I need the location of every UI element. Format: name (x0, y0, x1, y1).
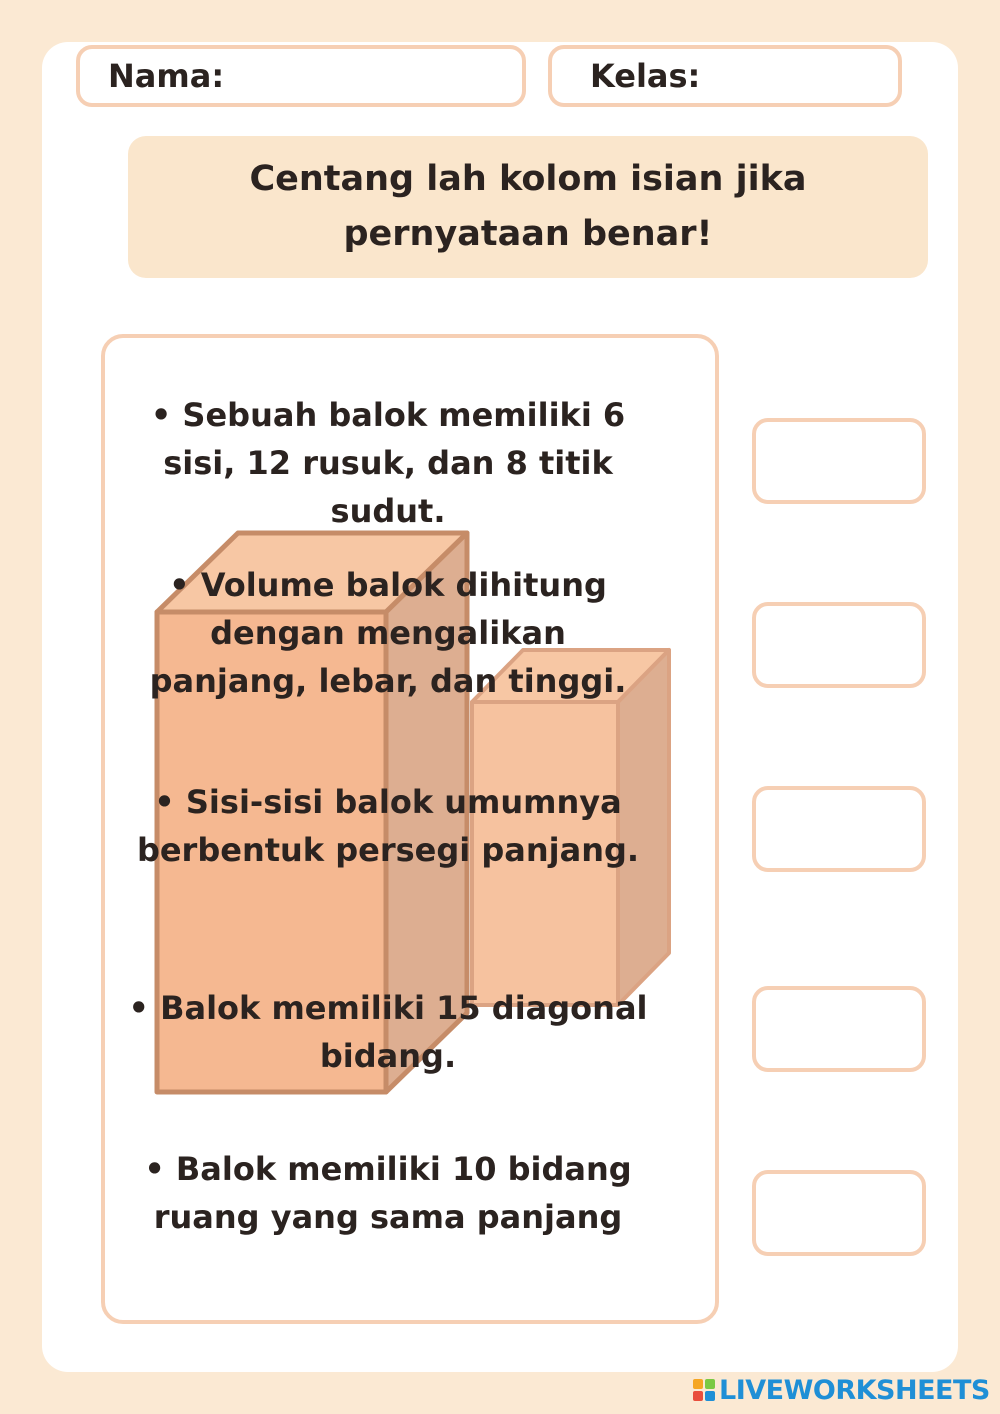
class-label: Kelas: (590, 57, 701, 95)
liveworksheets-logo-icon (693, 1379, 715, 1401)
answer-checkbox-2[interactable] (752, 602, 926, 688)
liveworksheets-branding (693, 1374, 990, 1406)
statement-4: • Balok memiliki 15 diagonal bidang. (128, 989, 648, 1075)
name-field[interactable] (76, 45, 526, 107)
statement-5: • Balok memiliki 10 bidang ruang yang sama panjang (144, 1150, 632, 1236)
instruction-banner (128, 136, 928, 278)
class-field[interactable] (548, 45, 902, 107)
statement-2: • Volume balok dihitung dengan mengalikan panjang, lebar, dan tinggi. (149, 566, 627, 700)
statement-1: • Sebuah balok memiliki 6 sisi, 12 rusuk, dan 8 titik sudut. (150, 396, 626, 530)
answer-checkbox-1[interactable] (752, 418, 926, 504)
statements-panel (101, 334, 719, 1324)
answer-checkbox-4[interactable] (752, 986, 926, 1072)
instruction-line-1: Centang lah kolom isian jika (249, 159, 807, 199)
answer-checkbox-5[interactable] (752, 1170, 926, 1256)
instruction-line-2: pernyataan benar! (343, 214, 713, 254)
brand-text: LIVEWORKSHEETS (719, 1374, 990, 1406)
name-label: Nama: (108, 57, 225, 95)
answer-checkbox-3[interactable] (752, 786, 926, 872)
statement-3: • Sisi-sisi balok umumnya berbentuk persegi panjang. (136, 783, 640, 869)
